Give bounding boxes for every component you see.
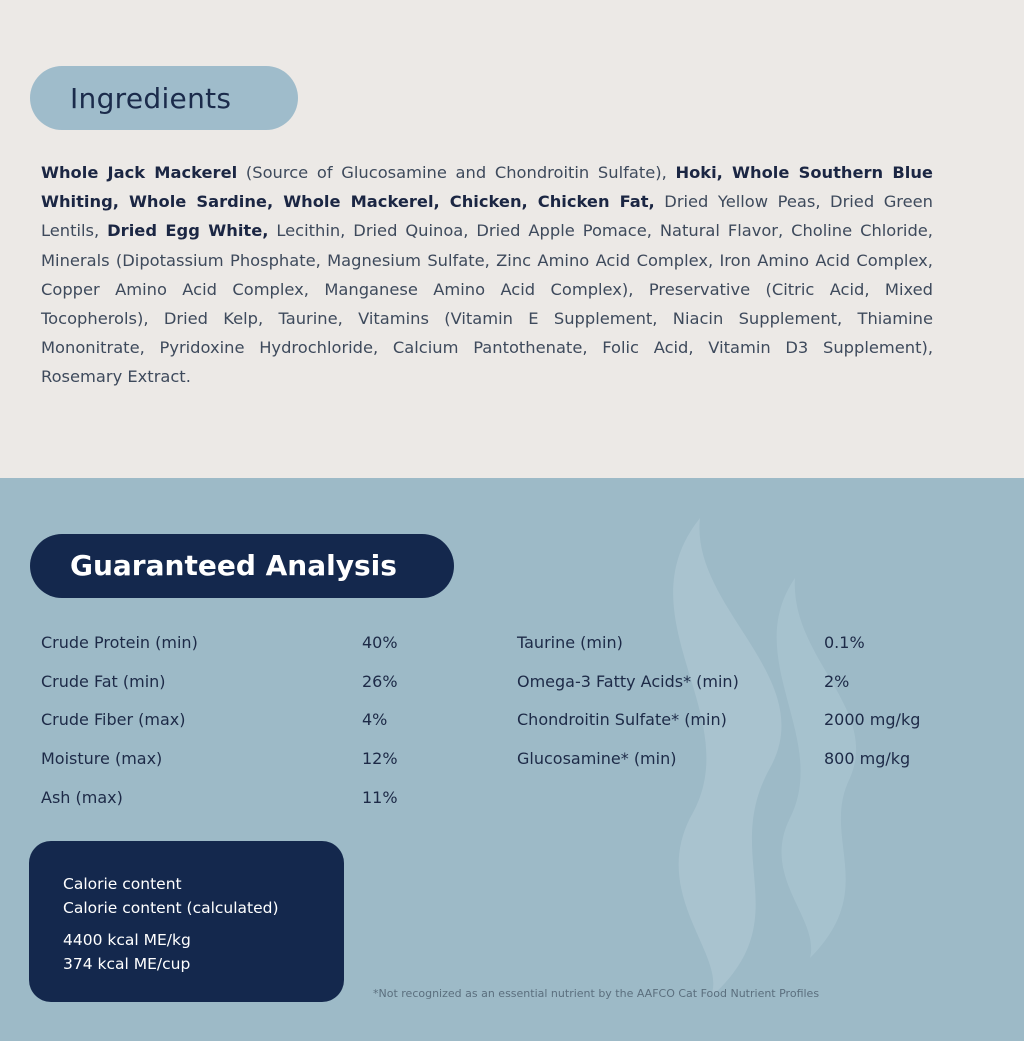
analysis-label: Omega-3 Fatty Acids* (min) bbox=[517, 672, 739, 691]
analysis-label: Chondroitin Sulfate* (min) bbox=[517, 710, 727, 729]
analysis-label: Moisture (max) bbox=[41, 749, 163, 768]
ingredients-heading-pill bbox=[30, 66, 298, 130]
analysis-label: Crude Fiber (max) bbox=[41, 710, 186, 729]
calorie-per-cup: 374 kcal ME/cup bbox=[63, 955, 191, 973]
calorie-content-box bbox=[29, 841, 344, 1002]
analysis-label: Taurine (min) bbox=[517, 633, 623, 652]
analysis-value: 11% bbox=[362, 788, 398, 807]
ingredients-heading: Ingredients bbox=[70, 82, 232, 115]
analysis-value: 12% bbox=[362, 749, 398, 768]
calorie-per-kg: 4400 kcal ME/kg bbox=[63, 931, 191, 949]
analysis-value: 40% bbox=[362, 633, 398, 652]
analysis-heading-pill bbox=[30, 534, 454, 598]
ingredients-section bbox=[0, 0, 1024, 478]
analysis-value: 2% bbox=[824, 672, 850, 691]
calorie-calculated-label: Calorie content (calculated) bbox=[63, 899, 279, 917]
analysis-label: Ash (max) bbox=[41, 788, 123, 807]
analysis-heading: Guaranteed Analysis bbox=[70, 549, 397, 582]
analysis-value: 2000 mg/kg bbox=[824, 710, 921, 729]
calorie-label: Calorie content bbox=[63, 875, 182, 893]
guaranteed-analysis-section bbox=[0, 478, 1024, 1041]
analysis-value: 800 mg/kg bbox=[824, 749, 911, 768]
analysis-label: Crude Fat (min) bbox=[41, 672, 166, 691]
aafco-footnote: *Not recognized as an essential nutrient by the AAFCO Cat Food Nutrient Profiles bbox=[373, 987, 820, 1000]
analysis-value: 4% bbox=[362, 710, 388, 729]
ingredients-list: Whole Jack Mackerel (Source of Glucosamine and Chondroitin Sulfate), Hoki, Whole Southern Blue Whiting, Whole Sardine, Whole Mackerel, Chicken, Chicken Fat, Dried Yellow Peas, Dried Green Lentils, Dried Egg White, Lecithin, Dried Quinoa, Dried Apple Pomace, Natural Flavor, Choline Chloride, Minerals (Dipotassium Phosphate, Magnesium Sulfate, Zinc Amino Acid Complex, Iron Amino Acid Complex, Copper Amino Acid Complex, Manganese Amino Acid Complex), Preservative (Citric Acid, Mixed Tocopherols), Dried Kelp, Taurine, Vitamins (Vitamin E Supplement, Niacin Supplement, Thiamine Mononitrate, Pyridoxine Hydrochloride, Calcium Pantothenate, Folic Acid, Vitamin D3 Supplement), Rosemary Extract. bbox=[41, 163, 934, 387]
analysis-label: Glucosamine* (min) bbox=[517, 749, 677, 768]
analysis-value: 0.1% bbox=[824, 633, 865, 652]
analysis-label: Crude Protein (min) bbox=[41, 633, 198, 652]
analysis-value: 26% bbox=[362, 672, 398, 691]
